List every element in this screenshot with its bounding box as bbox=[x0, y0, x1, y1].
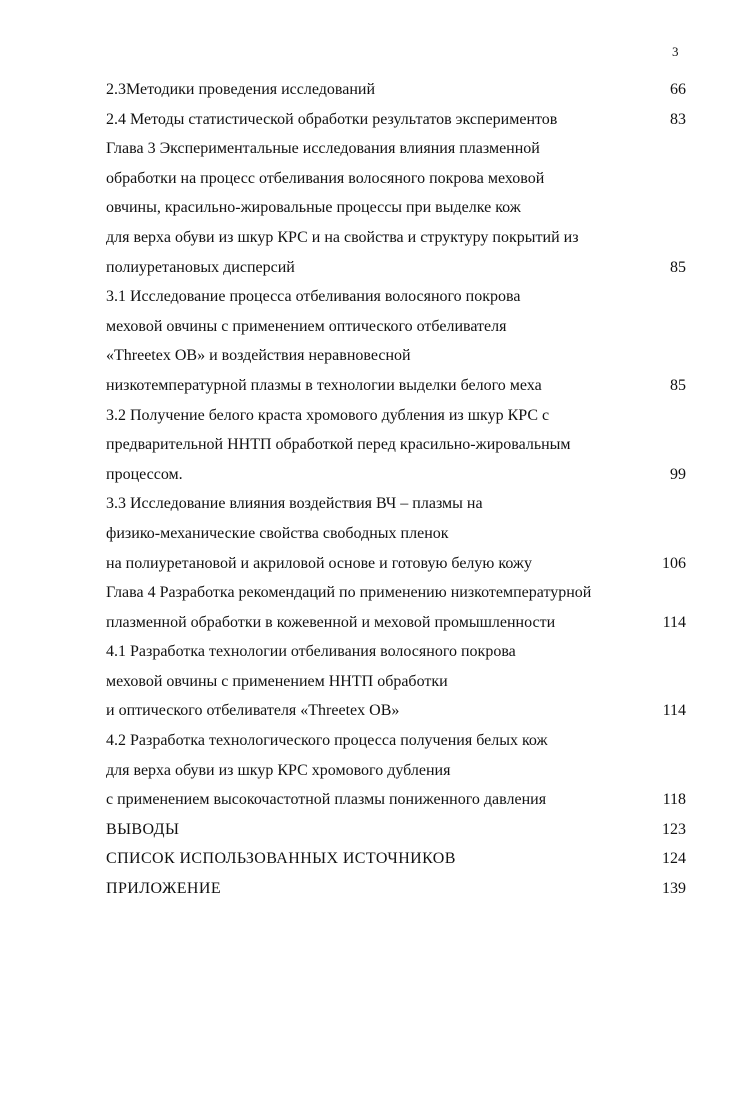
toc-line bbox=[106, 815, 686, 845]
toc-line bbox=[106, 312, 686, 342]
toc-page-number: 83 bbox=[670, 110, 686, 128]
toc-entry-text: 2.4 Методы статистической обработки результатов экспериментов bbox=[106, 110, 558, 128]
toc-line bbox=[106, 75, 686, 105]
toc-entry-text: и оптического отбеливателя «Threetex OB» bbox=[106, 702, 400, 720]
toc-line bbox=[106, 844, 686, 874]
toc-entry-text: Глава 4 Разработка рекомендаций по применению низкотемпературной bbox=[106, 584, 592, 602]
toc-entry-text: 3.1 Исследование процесса отбеливания волосяного покрова bbox=[106, 288, 521, 306]
toc-entry-text: процессом. bbox=[106, 465, 183, 483]
toc-page-number: 85 bbox=[670, 258, 686, 276]
toc-line bbox=[106, 578, 686, 608]
toc-entry-text: для верха обуви из шкур КРС хромового дубления bbox=[106, 761, 451, 779]
toc-page-number: 114 bbox=[662, 702, 686, 720]
toc-entry-text: 4.2 Разработка технологического процесса получения белых кож bbox=[106, 732, 548, 750]
toc-entry-text: обработки на процесс отбеливания волосяного покрова меховой bbox=[106, 169, 545, 187]
toc-entry-text: меховой овчины с применением ННТП обработки bbox=[106, 672, 448, 690]
toc-line bbox=[106, 637, 686, 667]
toc-entry-text: с применением высокочастотной плазмы пониженного давления bbox=[106, 791, 547, 809]
toc-page-number: 85 bbox=[670, 376, 686, 394]
toc-entry-text: на полиуретановой и акриловой основе и готовую белую кожу bbox=[106, 554, 532, 572]
toc-line bbox=[106, 667, 686, 697]
toc-line bbox=[106, 223, 686, 253]
toc-page-number: 99 bbox=[670, 465, 686, 483]
toc-entry-text: ПРИЛОЖЕНИЕ bbox=[106, 880, 222, 898]
toc-line bbox=[106, 253, 686, 283]
toc-line bbox=[106, 549, 686, 579]
toc-page-number: 114 bbox=[662, 613, 686, 631]
toc-line bbox=[106, 726, 686, 756]
toc-page-number: 66 bbox=[670, 81, 686, 98]
toc-entry-text: 3.3 Исследование влияния воздействия ВЧ – плазмы на bbox=[106, 495, 483, 513]
toc-entry-text: «Threetex OB» и воздействия неравновесной bbox=[106, 347, 411, 365]
toc-line bbox=[106, 371, 686, 401]
toc-line bbox=[106, 164, 686, 194]
toc-page-number: 139 bbox=[662, 880, 686, 898]
toc-entry-text: полиуретановых дисперсий bbox=[106, 258, 295, 276]
toc-page-number: 123 bbox=[662, 820, 686, 838]
toc-page-number: 106 bbox=[662, 554, 686, 572]
toc-line bbox=[106, 401, 686, 431]
toc-entry-text: меховой овчины с применением оптического отбеливателя bbox=[106, 317, 507, 335]
toc-line bbox=[106, 756, 686, 786]
toc-line bbox=[106, 282, 686, 312]
toc-line bbox=[106, 193, 686, 223]
toc-line bbox=[106, 430, 686, 460]
toc-entry-text: предварительной ННТП обработкой перед красильно-жировальным bbox=[106, 436, 571, 454]
toc-entry-text: 2.3Методики проведения исследований bbox=[106, 81, 376, 98]
toc-entry-text: СПИСОК ИСПОЛЬЗОВАННЫХ ИСТОЧНИКОВ bbox=[106, 850, 456, 868]
toc-line bbox=[106, 874, 686, 904]
toc-entry-text: физико-механические свойства свободных пленок bbox=[106, 524, 449, 542]
toc-entry-text: низкотемпературной плазмы в технологии выделки белого меха bbox=[106, 376, 542, 394]
toc-page-number: 124 bbox=[662, 850, 686, 868]
toc-line bbox=[106, 696, 686, 726]
toc-line bbox=[106, 460, 686, 490]
toc-page-number: 118 bbox=[662, 791, 686, 809]
toc-entry-text: 3.2 Получение белого краста хромового дубления из шкур КРС с bbox=[106, 406, 550, 424]
toc-line bbox=[106, 785, 686, 815]
toc-line bbox=[106, 134, 686, 164]
toc-line bbox=[106, 608, 686, 638]
toc-entry-text: овчины, красильно-жировальные процессы при выделке кож bbox=[106, 199, 521, 217]
toc-entry-text: 4.1 Разработка технологии отбеливания волосяного покрова bbox=[106, 643, 516, 661]
toc-line bbox=[106, 489, 686, 519]
toc-line bbox=[106, 105, 686, 135]
toc-entry-text: плазменной обработки в кожевенной и меховой промышленности bbox=[106, 613, 556, 631]
toc-line bbox=[106, 519, 686, 549]
page-number: 3 bbox=[672, 44, 679, 59]
toc-line bbox=[106, 341, 686, 371]
toc-entry-text: ВЫВОДЫ bbox=[106, 820, 180, 838]
toc-entry-text: Глава 3 Экспериментальные исследования влияния плазменной bbox=[106, 140, 540, 158]
toc-entry-text: для верха обуви из шкур КРС и на свойства и структуру покрытий из bbox=[106, 228, 579, 246]
table-of-contents bbox=[106, 75, 686, 904]
